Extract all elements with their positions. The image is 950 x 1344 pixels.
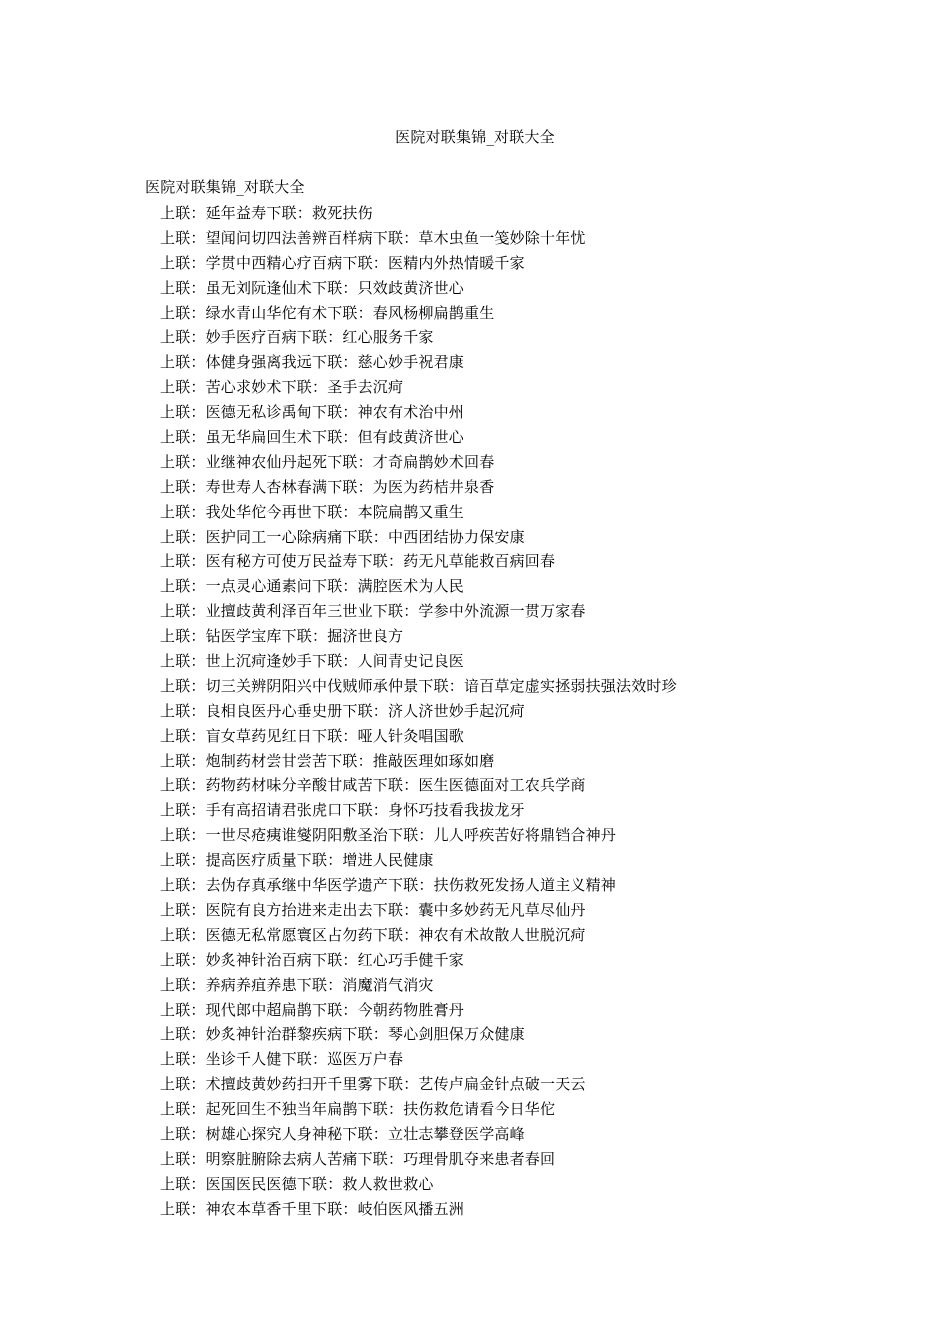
- couplet-line: 上联：我处华佗今再世下联：本院扁鹊又重生: [160, 502, 465, 521]
- couplet-line: 上联：体健身强离我远下联：慈心妙手祝君康: [160, 353, 465, 372]
- couplet-line: 上联：业继神农仙丹起死下联：才奇扁鹊妙术回春: [160, 452, 495, 471]
- couplet-line: 上联：望闻问切四法善辨百样病下联：草木虫鱼一笺妙除十年忧: [160, 228, 586, 247]
- couplet-line: 上联：去伪存真承继中华医学遗产下联：扶伤救死发扬人道主义精神: [160, 876, 617, 895]
- couplet-line: 上联：医有秘方可使万民益寿下联：药无凡草能救百病回春: [160, 552, 556, 571]
- couplet-line: 上联：神农本草香千里下联：岐伯医风播五洲: [160, 1199, 465, 1218]
- couplet-line: 上联：妙炙神针治群黎疾病下联：琴心剑胆保万众健康: [160, 1025, 525, 1044]
- couplet-line: 上联：明察脏腑除去病人苦痛下联：巧理骨肌夺来患者春回: [160, 1149, 556, 1168]
- couplet-line: 上联：医德无私常愿寰区占勿药下联：神农有术故散人世脱沉疴: [160, 925, 586, 944]
- couplet-line: 上联：医院有良方抬进来走出去下联：囊中多妙药无凡草尽仙丹: [160, 900, 586, 919]
- couplet-line: 上联：妙手医疗百病下联：红心服务千家: [160, 328, 434, 347]
- couplet-line: 上联：盲女草药见红日下联：哑人针灸唱国歌: [160, 726, 465, 745]
- couplet-line: 上联：现代郎中超扁鹊下联：今朝药物胜膏丹: [160, 1000, 465, 1019]
- couplet-line: 上联：养病养疽养患下联：消魔消气消灾: [160, 975, 434, 994]
- couplet-line: 上联：切三关辨阴阳兴中伐贼师承仲景下联：谙百草定虚实拯弱扶强法效时珍: [160, 676, 677, 695]
- couplet-line: 上联：起死回生不独当年扁鹊下联：扶伤救危请看今日华佗: [160, 1100, 556, 1119]
- couplet-line: 上联：妙炙神针治百病下联：红心巧手健千家: [160, 950, 465, 969]
- document-title: 医院对联集锦_对联大全: [395, 128, 555, 146]
- couplet-line: 上联：虽无刘阮逢仙术下联：只效歧黄济世心: [160, 278, 465, 297]
- couplet-line: 上联：苦心求妙术下联：圣手去沉疴: [160, 378, 404, 397]
- couplet-line: 上联：世上沉疴逢妙手下联：人间青史记良医: [160, 652, 465, 671]
- couplet-line: 上联：延年益寿下联：救死扶伤: [160, 204, 373, 222]
- couplet-line: 上联：药物药材味分辛酸甘咸苦下联：医生医德面对工农兵学商: [160, 776, 586, 795]
- couplet-line: 上联：绿水青山华佗有术下联：春风杨柳扁鹊重生: [160, 303, 495, 322]
- couplet-line: 上联：炮制药材尝甘尝苦下联：推敲医理如琢如磨: [160, 751, 495, 770]
- couplet-line: 上联：虽无华扁回生术下联：但有歧黄济世心: [160, 428, 465, 447]
- couplet-line: 上联：一点灵心通素问下联：满腔医术为人民: [160, 577, 465, 596]
- couplet-line: 上联：一世尽疮痍谁燮阴阳敷圣治下联：儿人呼疾苦好将鼎铛合神丹: [160, 826, 617, 845]
- couplet-line: 上联：医护同工一心除病痛下联：中西团结协力保安康: [160, 527, 525, 546]
- couplet-line: 上联：提高医疗质量下联：增进人民健康: [160, 851, 434, 870]
- couplet-line: 上联：医德无私诊禹甸下联：神农有术治中州: [160, 403, 465, 422]
- couplet-line: 上联：医国医民医德下联：救人救世救心: [160, 1174, 434, 1193]
- couplet-line: 上联：术擅歧黄妙药扫开千里雾下联：艺传卢扁金针点破一天云: [160, 1075, 586, 1094]
- section-heading: 医院对联集锦_对联大全: [145, 178, 305, 196]
- couplet-line: 上联：钻医学宝库下联：掘济世良方: [160, 627, 404, 646]
- couplet-line: 上联：良相良医丹心垂史册下联：济人济世妙手起沉疴: [160, 701, 525, 720]
- couplet-line: 上联：坐诊千人健下联：巡医万户春: [160, 1050, 404, 1069]
- couplet-list: [160, 201, 860, 1222]
- couplet-line: 上联：学贯中西精心疗百病下联：医精内外热情暖千家: [160, 253, 525, 272]
- couplet-line: 上联：寿世寿人杏林春满下联：为医为药桔井泉香: [160, 477, 495, 496]
- couplet-line: 上联：业擅歧黄利泽百年三世业下联：学参中外流源一贯万家春: [160, 602, 586, 621]
- couplet-line: 上联：手有高招请君张虎口下联：身怀巧技看我拔龙牙: [160, 801, 525, 820]
- couplet-line: 上联：树雄心探究人身神秘下联：立壮志攀登医学高峰: [160, 1124, 525, 1143]
